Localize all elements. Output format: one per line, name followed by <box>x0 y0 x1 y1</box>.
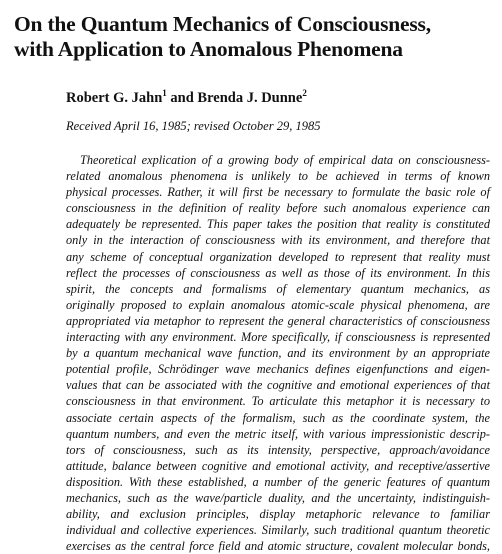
author-footnote-marker: 1 <box>162 88 167 98</box>
abstract-line: potential profile, Schrödinger wave mechanics defines eigenfunctions and eigen- <box>66 362 490 377</box>
author-name: Brenda J. Dunne <box>197 90 303 106</box>
abstract-line: tors of consciousness, such as its intensity, perspective, approach/avoidance <box>66 442 490 457</box>
abstract-line: by a quantum mechanical wave function, and its environment by an appropriate <box>66 346 490 361</box>
author-footnote-marker: 2 <box>302 88 307 98</box>
abstract-line: mechanics, such as the wave/particle duality, and the uncertainty, indistinguish- <box>66 490 490 505</box>
abstract <box>66 152 490 554</box>
abstract-line: individual and collective experiences. Similarly, such traditional quantum theoretic <box>66 523 490 538</box>
abstract-line: only in the interaction of consciousness with its environment, and therefore that <box>66 233 490 248</box>
abstract-line: exercises as the central force field and atomic structure, covalent molecular bonds, <box>66 539 490 554</box>
abstract-line: attitude, balance between cognitive and emotional activity, and receptive/assertive <box>66 458 490 473</box>
title-line-1: On the Quantum Mechanics of Consciousness, <box>14 12 431 36</box>
author-name: Robert G. Jahn <box>66 90 163 106</box>
abstract-line: any scheme of conceptual organization developed to represent that reality must <box>66 249 490 264</box>
abstract-line: quantum numbers, and even the metric itself, with various impressionistic descrip- <box>66 426 490 441</box>
abstract-line: ability, and exclusion principles, display metaphoric relevance to familiar <box>66 507 490 522</box>
abstract-line: consciousness in that environment. To articulate this metaphor it is necessary to <box>66 394 490 409</box>
abstract-line: originally proposed to explain anomalous atomic-scale physical phenomena, are <box>66 297 490 312</box>
abstract-line: interacting with any environment. More specifically, if consciousness is represented <box>66 330 490 345</box>
abstract-line: disposition. With these established, a number of the generic features of quantum <box>66 474 490 489</box>
paper-title <box>14 12 494 62</box>
author-line <box>66 90 307 107</box>
abstract-line: consciousness in the definition of reality before such anomalous experience can <box>66 201 490 216</box>
abstract-line: appropriated via metaphor to represent the general characteristics of consciousness <box>66 313 490 328</box>
abstract-line: Theoretical explication of a growing body of empirical data on consciousness- <box>80 153 490 167</box>
author-conjunction: and <box>166 90 198 106</box>
abstract-line: adequately be represented. This paper takes the position that reality is constituted <box>66 217 490 232</box>
abstract-line: physical processes. Rather, it will first be necessary to formulate the basic role of <box>66 185 490 200</box>
title-line-2: with Application to Anomalous Phenomena <box>14 37 403 61</box>
abstract-line: values that can be associated with the cognitive and emotional experiences of that <box>66 378 490 393</box>
received-dates: Received April 16, 1985; revised October 29, 1985 <box>66 119 321 133</box>
abstract-line: reflect the processes of consciousness as well as those of its environment. In this <box>66 265 490 280</box>
abstract-line: spirit, the concepts and formalisms of elementary quantum mechanics, as <box>66 281 490 296</box>
abstract-line: related anomalous phenomena is unlikely to be achieved in terms of known <box>66 169 490 184</box>
abstract-line: associate certain aspects of the formalism, such as the coordinate system, the <box>66 410 490 425</box>
